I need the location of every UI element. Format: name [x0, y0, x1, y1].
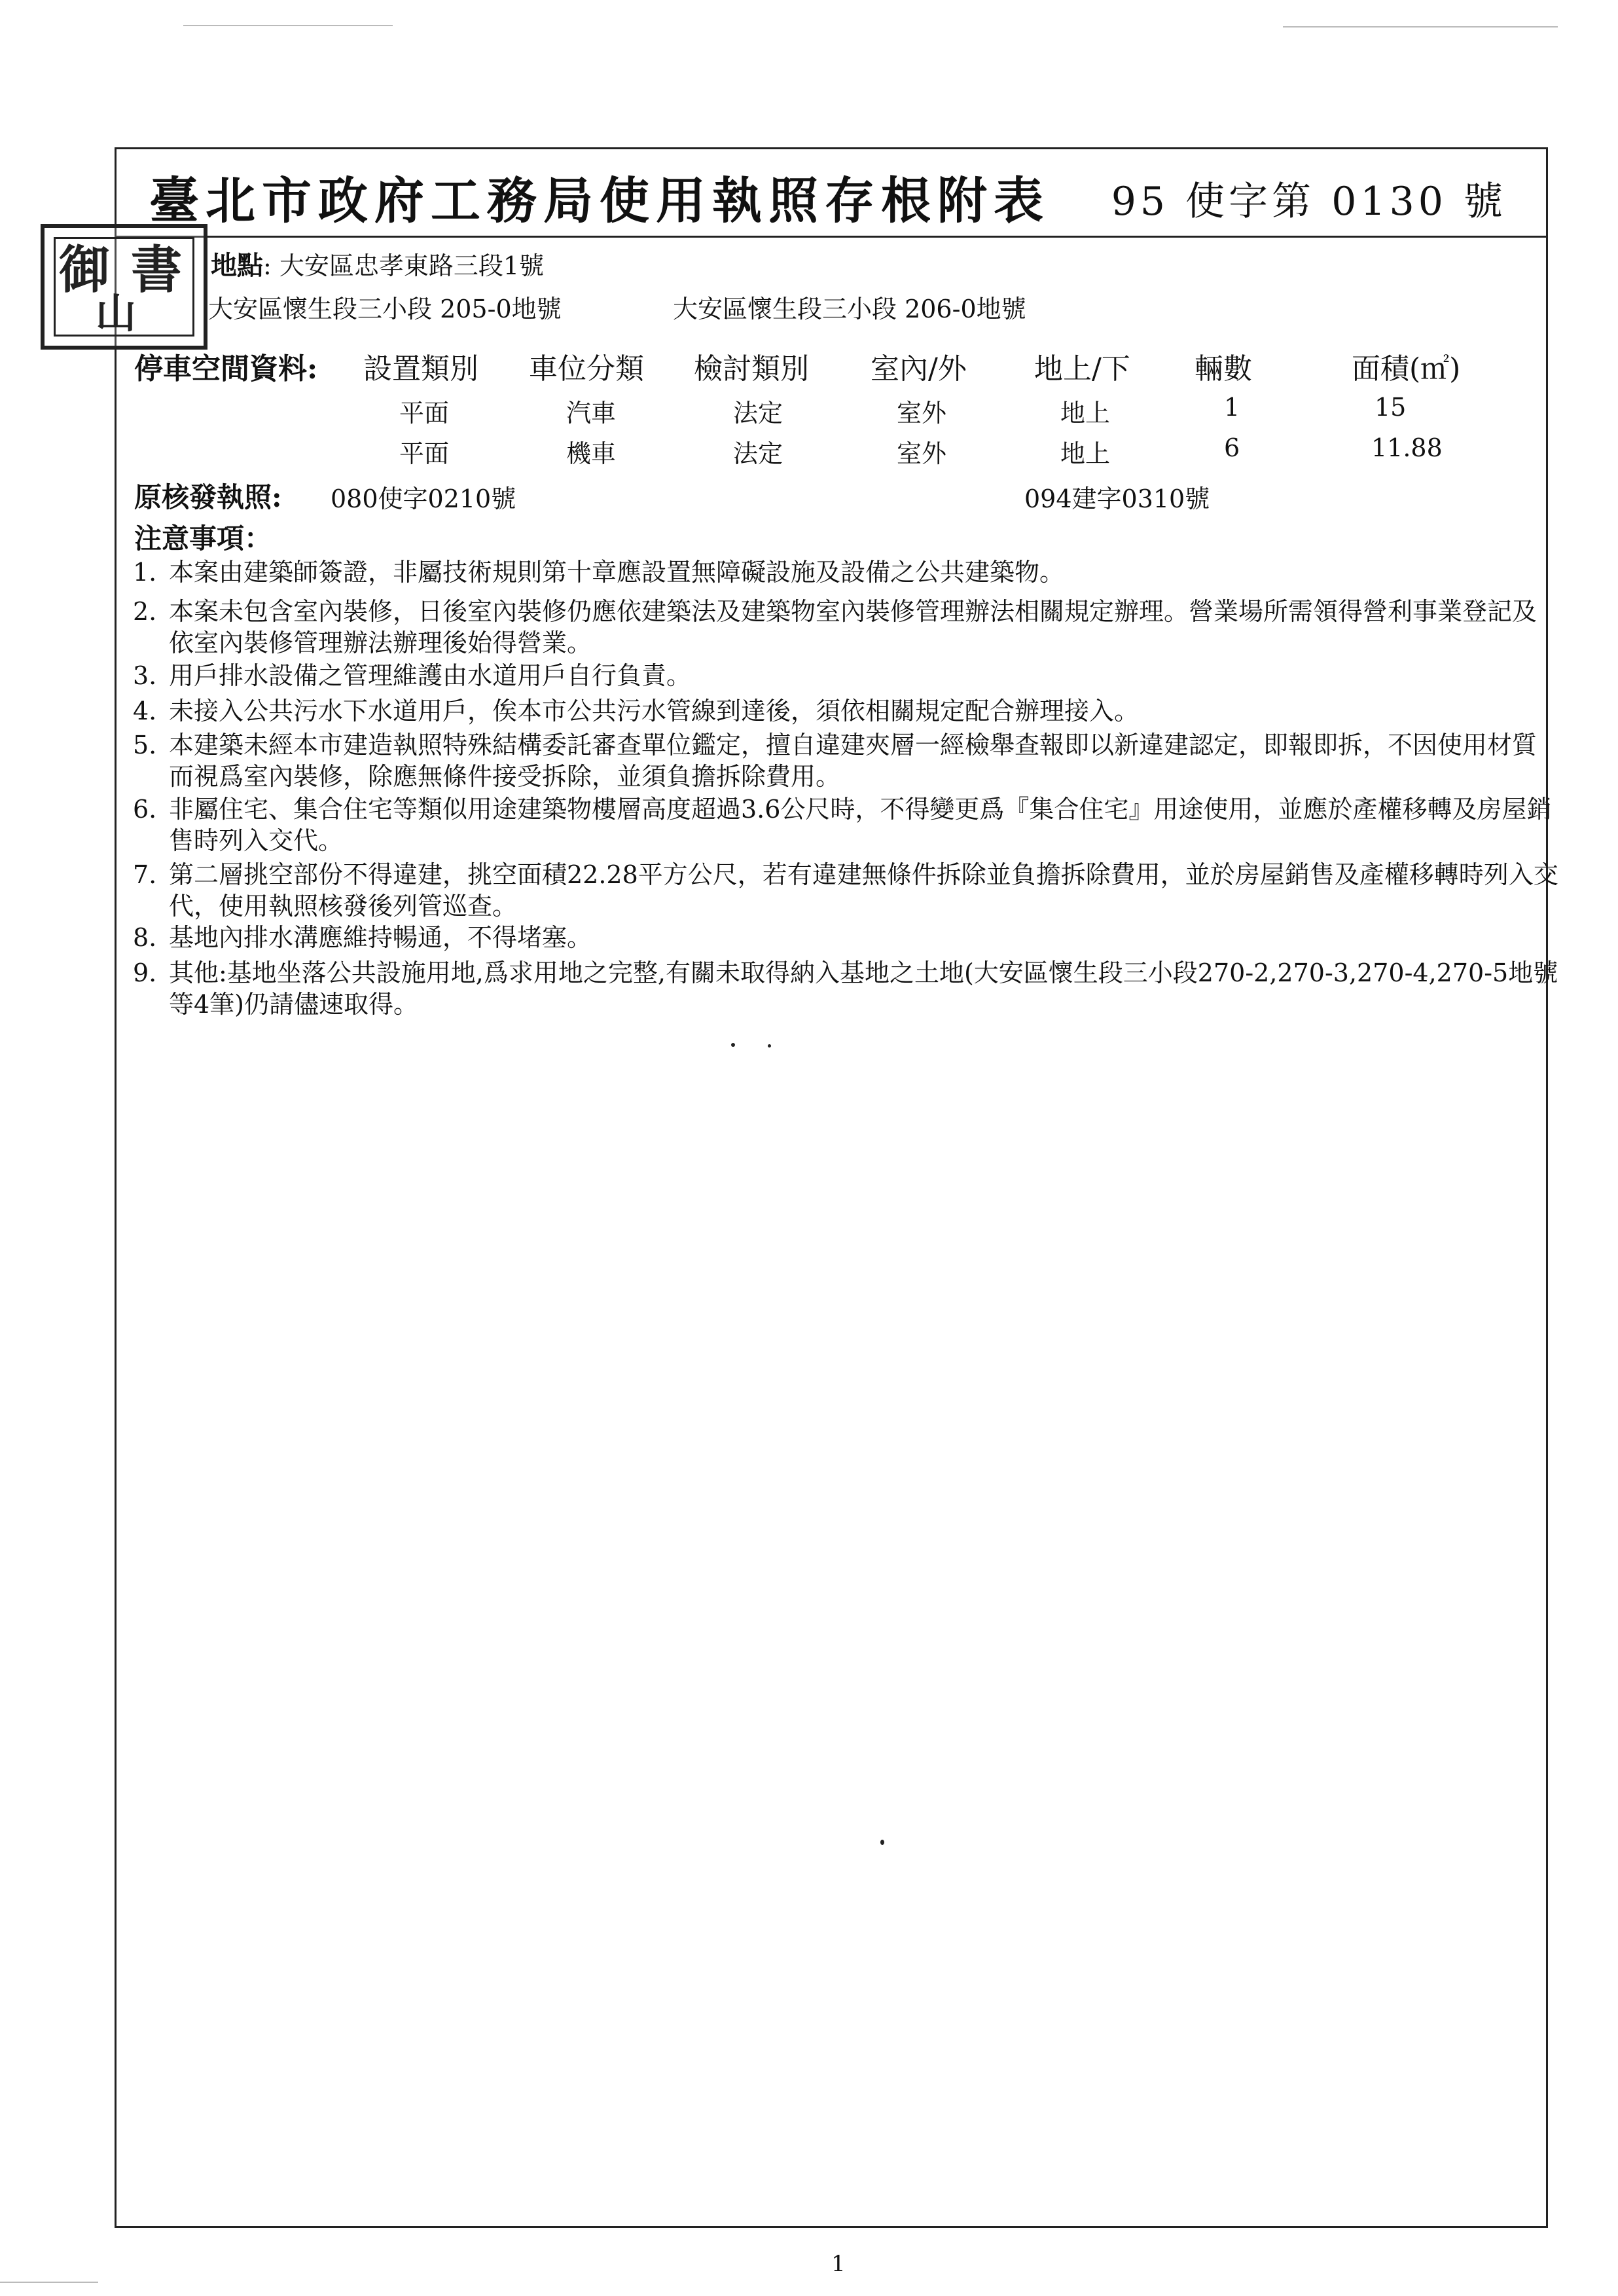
note-item	[133, 660, 1560, 691]
lot-value-1: 大安區懷生段三小段 205-0地號	[208, 295, 562, 323]
table-cell: 地上	[1060, 439, 1111, 468]
table-cell: 1	[1224, 393, 1240, 422]
table-cell: 地上	[1060, 399, 1111, 428]
table-cell: 法定	[733, 439, 783, 468]
note-number: 8.	[133, 923, 157, 952]
location-line	[211, 250, 544, 282]
notes-title: 注意事項：	[134, 522, 272, 555]
table-cell: 汽車	[566, 399, 617, 428]
table-cell: 室外	[897, 439, 947, 468]
seal-glyph: 書	[131, 240, 183, 300]
note-number: 2.	[133, 597, 157, 626]
lot-value-2: 大安區懷生段三小段 206-0地號	[673, 295, 1026, 323]
note-number: 4.	[133, 697, 157, 725]
parking-header-type: 設置類別	[363, 352, 478, 386]
note-item	[133, 695, 1560, 727]
parking-header-indoor: 室內/外	[871, 352, 967, 386]
title-row	[117, 149, 1546, 238]
parking-header-count: 輛數	[1195, 352, 1252, 386]
table-cell: 11.88	[1371, 433, 1443, 462]
table-cell: 平面	[399, 399, 450, 428]
note-item	[133, 556, 1560, 588]
permit-number: 95 使字第 0130 號	[1111, 179, 1507, 225]
table-cell: 法定	[733, 399, 783, 428]
document-title: 臺北市政府工務局使用執照存根附表	[149, 172, 1050, 230]
note-text: 用戶排水設備之管理維護由水道用戶自行負責。	[169, 661, 692, 690]
note-item	[133, 922, 1560, 953]
table-cell: 室外	[897, 399, 947, 428]
note-text: 非屬住宅、集合住宅等類似用途建築物樓層高度超過3.6公尺時，不得變更爲『集合住宅』用途使用，並應於產權移轉及房屋銷售時列入交代。	[169, 795, 1552, 855]
note-text: 本案未包含室內裝修，日後室內裝修仍應依建築法及建築物室內裝修管理辦法相關規定辦理。營業場所需領得營利事業登記及依室內裝修管理辦法辦理後始得營業。	[169, 597, 1537, 657]
note-item	[133, 957, 1560, 1020]
parking-header-area: 面積(㎡)	[1352, 352, 1461, 386]
note-text: 其他:基地坐落公共設施用地,爲求用地之完整,有關未取得納入基地之土地(大安區懷生段三小段270-2,270-3,270-4,270-5地號等4筆)仍請儘速取得。	[169, 958, 1558, 1019]
note-item	[133, 729, 1560, 792]
scan-line	[183, 25, 393, 26]
note-text: 第二層挑空部份不得違建，挑空面積22.28平方公尺，若有違建無條件拆除並負擔拆除費用，並於房屋銷售及產權移轉時列入交代，使用執照核發後列管巡查。	[169, 860, 1558, 920]
original-permit-label: 原核發執照:	[134, 481, 282, 513]
document-frame	[115, 147, 1548, 2228]
scan-speck	[731, 1043, 735, 1047]
scan-line	[0, 2282, 98, 2283]
page-number: 1	[831, 2251, 846, 2277]
table-cell: 15	[1375, 393, 1407, 422]
note-number: 9.	[133, 958, 157, 987]
original-permit-value-2: 094建字0310號	[1024, 484, 1210, 513]
parking-label: 停車空間資料:	[134, 352, 318, 386]
location-value: : 大安區忠孝東路三段1號	[263, 251, 545, 280]
note-number: 3.	[133, 661, 157, 690]
table-cell: 機車	[566, 439, 617, 468]
note-text: 本建築未經本市建造執照特殊結構委託審查單位鑑定，擅自違建夾層一經檢舉查報即以新違建認定，即報即拆，不因使用材質而視爲室內裝修，除應無條件接受拆除，並須負擔拆除費用。	[169, 731, 1537, 791]
parking-header-class: 車位分類	[529, 352, 644, 386]
seal-glyph: 山	[96, 289, 137, 337]
original-permit-value-1: 080使字0210號	[331, 484, 516, 513]
note-number: 1.	[133, 558, 157, 587]
note-number: 6.	[133, 795, 157, 824]
note-text: 未接入公共污水下水道用戶，俟本市公共污水管線到達後，須依相關規定配合辦理接入。	[169, 697, 1140, 725]
scan-speck	[768, 1044, 771, 1048]
seal-glyph: 御	[59, 240, 111, 300]
note-item	[133, 859, 1560, 922]
table-cell: 6	[1224, 433, 1240, 462]
location-label: 地點	[211, 250, 263, 281]
scan-line	[1283, 26, 1558, 27]
parking-header-review: 檢討類別	[694, 352, 809, 386]
note-text: 本案由建築師簽證，非屬技術規則第十章應設置無障礙設施及設備之公共建築物。	[169, 558, 1065, 587]
parking-header-level: 地上/下	[1034, 352, 1130, 386]
note-number: 5.	[133, 731, 157, 759]
table-cell: 平面	[399, 439, 450, 468]
note-item	[133, 596, 1560, 659]
note-text: 基地內排水溝應維持暢通，不得堵塞。	[169, 923, 592, 952]
note-number: 7.	[133, 860, 157, 889]
official-seal-stamp	[41, 224, 207, 350]
scan-speck	[880, 1840, 884, 1845]
note-item	[133, 793, 1560, 856]
